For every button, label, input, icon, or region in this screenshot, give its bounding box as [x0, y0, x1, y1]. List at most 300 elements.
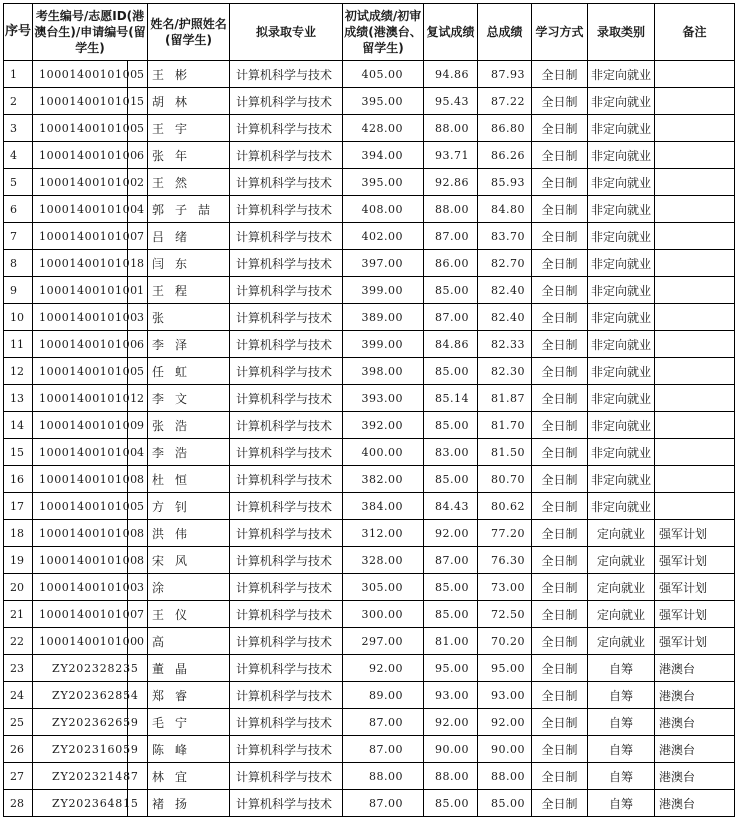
- cell-admission-type: 自筹: [588, 736, 655, 763]
- cell-id: 1000140010100: [33, 547, 128, 574]
- cell-total-score: 73.00: [478, 574, 532, 601]
- cell-total-score: 80.62: [478, 493, 532, 520]
- cell-major: 计算机科学与技术: [230, 790, 343, 817]
- cell-id: 1000140010100: [33, 574, 128, 601]
- cell-retest-score: 84.43: [424, 493, 478, 520]
- cell-major: 计算机科学与技术: [230, 439, 343, 466]
- cell-name: 王彬: [148, 61, 230, 88]
- cell-id-suffix: 5: [128, 115, 148, 142]
- cell-study-mode: 全日制: [532, 628, 588, 655]
- cell-first-score: 305.00: [343, 574, 424, 601]
- cell-retest-score: 85.00: [424, 601, 478, 628]
- cell-total-score: 82.70: [478, 250, 532, 277]
- cell-remarks: [655, 142, 735, 169]
- cell-remarks: 强军计划: [655, 547, 735, 574]
- cell-id: 1000140010100: [33, 466, 128, 493]
- cell-id-suffix: 0: [128, 628, 148, 655]
- cell-first-score: 384.00: [343, 493, 424, 520]
- cell-name: 闫东: [148, 250, 230, 277]
- cell-name: 张: [148, 304, 230, 331]
- cell-index: 28: [4, 790, 33, 817]
- table-row: [4, 628, 735, 655]
- cell-major: 计算机科学与技术: [230, 736, 343, 763]
- cell-admission-type: 非定向就业: [588, 61, 655, 88]
- cell-remarks: [655, 277, 735, 304]
- cell-id: 1000140010100: [33, 304, 128, 331]
- cell-index: 19: [4, 547, 33, 574]
- cell-study-mode: 全日制: [532, 385, 588, 412]
- cell-name: 高: [148, 628, 230, 655]
- cell-first-score: 399.00: [343, 277, 424, 304]
- cell-study-mode: 全日制: [532, 709, 588, 736]
- cell-major: 计算机科学与技术: [230, 88, 343, 115]
- cell-first-score: 395.00: [343, 169, 424, 196]
- cell-retest-score: 85.00: [424, 358, 478, 385]
- cell-admission-type: 非定向就业: [588, 115, 655, 142]
- cell-admission-type: 非定向就业: [588, 250, 655, 277]
- cell-remarks: [655, 439, 735, 466]
- cell-name: 褚扬: [148, 790, 230, 817]
- cell-study-mode: 全日制: [532, 331, 588, 358]
- cell-index: 1: [4, 61, 33, 88]
- table-row: [4, 61, 735, 88]
- cell-major: 计算机科学与技术: [230, 547, 343, 574]
- cell-id: ZY202316059: [33, 736, 128, 763]
- cell-study-mode: 全日制: [532, 304, 588, 331]
- cell-first-score: 398.00: [343, 358, 424, 385]
- header-index: 序号: [4, 4, 33, 61]
- cell-major: 计算机科学与技术: [230, 493, 343, 520]
- cell-remarks: 强军计划: [655, 574, 735, 601]
- cell-id-suffix: 2: [128, 385, 148, 412]
- cell-index: 6: [4, 196, 33, 223]
- cell-name: 王然: [148, 169, 230, 196]
- table-row: [4, 115, 735, 142]
- header-total-score: 总成绩: [478, 4, 532, 61]
- table-row: [4, 709, 735, 736]
- cell-total-score: 76.30: [478, 547, 532, 574]
- cell-index: 13: [4, 385, 33, 412]
- cell-major: 计算机科学与技术: [230, 142, 343, 169]
- cell-id: ZY202362854: [33, 682, 128, 709]
- cell-admission-type: 非定向就业: [588, 493, 655, 520]
- cell-name: 胡林: [148, 88, 230, 115]
- cell-name: 林宜: [148, 763, 230, 790]
- cell-major: 计算机科学与技术: [230, 709, 343, 736]
- cell-remarks: [655, 169, 735, 196]
- cell-retest-score: 86.00: [424, 250, 478, 277]
- cell-admission-type: 定向就业: [588, 520, 655, 547]
- cell-name: 王程: [148, 277, 230, 304]
- cell-first-score: 300.00: [343, 601, 424, 628]
- table-row: [4, 682, 735, 709]
- cell-major: 计算机科学与技术: [230, 358, 343, 385]
- cell-major: 计算机科学与技术: [230, 277, 343, 304]
- cell-study-mode: 全日制: [532, 277, 588, 304]
- cell-total-score: 81.50: [478, 439, 532, 466]
- cell-index: 7: [4, 223, 33, 250]
- cell-index: 3: [4, 115, 33, 142]
- cell-study-mode: 全日制: [532, 790, 588, 817]
- cell-admission-type: 定向就业: [588, 547, 655, 574]
- table-row: [4, 439, 735, 466]
- cell-major: 计算机科学与技术: [230, 61, 343, 88]
- cell-index: 24: [4, 682, 33, 709]
- table-row: [4, 574, 735, 601]
- cell-retest-score: 85.14: [424, 385, 478, 412]
- cell-remarks: [655, 196, 735, 223]
- cell-id-suffix: 9: [128, 412, 148, 439]
- cell-index: 10: [4, 304, 33, 331]
- cell-total-score: 86.26: [478, 142, 532, 169]
- cell-index: 22: [4, 628, 33, 655]
- cell-total-score: 95.00: [478, 655, 532, 682]
- cell-index: 21: [4, 601, 33, 628]
- cell-total-score: 72.50: [478, 601, 532, 628]
- cell-total-score: 81.87: [478, 385, 532, 412]
- cell-admission-type: 非定向就业: [588, 277, 655, 304]
- cell-total-score: 87.22: [478, 88, 532, 115]
- cell-admission-type: 非定向就业: [588, 169, 655, 196]
- cell-admission-type: 非定向就业: [588, 412, 655, 439]
- cell-retest-score: 83.00: [424, 439, 478, 466]
- cell-id-suffix: 3: [128, 574, 148, 601]
- cell-study-mode: 全日制: [532, 547, 588, 574]
- cell-major: 计算机科学与技术: [230, 331, 343, 358]
- cell-index: 16: [4, 466, 33, 493]
- cell-admission-type: 非定向就业: [588, 385, 655, 412]
- cell-study-mode: 全日制: [532, 223, 588, 250]
- header-id: 考生编号/志愿ID(港澳台生)/申请编号(留学生): [33, 4, 148, 61]
- cell-retest-score: 92.00: [424, 709, 478, 736]
- cell-total-score: 92.00: [478, 709, 532, 736]
- cell-name: 陈峰: [148, 736, 230, 763]
- cell-id-suffix: 5: [128, 358, 148, 385]
- cell-id: 1000140010100: [33, 601, 128, 628]
- cell-major: 计算机科学与技术: [230, 628, 343, 655]
- cell-major: 计算机科学与技术: [230, 763, 343, 790]
- cell-name: 李泽: [148, 331, 230, 358]
- cell-index: 25: [4, 709, 33, 736]
- cell-remarks: 港澳台: [655, 763, 735, 790]
- table-row: [4, 169, 735, 196]
- cell-index: 8: [4, 250, 33, 277]
- cell-first-score: 88.00: [343, 763, 424, 790]
- cell-remarks: [655, 115, 735, 142]
- table-header: [4, 4, 735, 61]
- cell-id: 1000140010100: [33, 115, 128, 142]
- cell-first-score: 87.00: [343, 709, 424, 736]
- cell-first-score: 400.00: [343, 439, 424, 466]
- cell-retest-score: 88.00: [424, 196, 478, 223]
- cell-total-score: 90.00: [478, 736, 532, 763]
- cell-id: 1000140010100: [33, 520, 128, 547]
- cell-study-mode: 全日制: [532, 466, 588, 493]
- cell-total-score: 87.93: [478, 61, 532, 88]
- table-row: [4, 655, 735, 682]
- cell-remarks: 港澳台: [655, 790, 735, 817]
- header-major: 拟录取专业: [230, 4, 343, 61]
- cell-major: 计算机科学与技术: [230, 655, 343, 682]
- cell-major: 计算机科学与技术: [230, 385, 343, 412]
- cell-index: 5: [4, 169, 33, 196]
- cell-retest-score: 88.00: [424, 763, 478, 790]
- cell-first-score: 395.00: [343, 88, 424, 115]
- cell-id: 1000140010101: [33, 88, 128, 115]
- cell-first-score: 92.00: [343, 655, 424, 682]
- cell-first-score: 393.00: [343, 385, 424, 412]
- cell-major: 计算机科学与技术: [230, 169, 343, 196]
- cell-id-suffix: 6: [128, 331, 148, 358]
- cell-id-suffix: 6: [128, 142, 148, 169]
- cell-total-score: 82.33: [478, 331, 532, 358]
- cell-first-score: 389.00: [343, 304, 424, 331]
- cell-remarks: 强军计划: [655, 520, 735, 547]
- cell-name: 方钊: [148, 493, 230, 520]
- table-row: [4, 520, 735, 547]
- cell-retest-score: 88.00: [424, 115, 478, 142]
- cell-first-score: 428.00: [343, 115, 424, 142]
- cell-id: ZY202362659: [33, 709, 128, 736]
- cell-remarks: [655, 88, 735, 115]
- cell-id-suffix: 1: [128, 277, 148, 304]
- cell-index: 11: [4, 331, 33, 358]
- cell-name: 张浩: [148, 412, 230, 439]
- table-row: [4, 88, 735, 115]
- cell-name: 任虹: [148, 358, 230, 385]
- cell-first-score: 328.00: [343, 547, 424, 574]
- cell-total-score: 80.70: [478, 466, 532, 493]
- cell-total-score: 88.00: [478, 763, 532, 790]
- cell-index: 15: [4, 439, 33, 466]
- table-row: [4, 790, 735, 817]
- cell-id: 1000140010100: [33, 223, 128, 250]
- cell-study-mode: 全日制: [532, 412, 588, 439]
- cell-admission-type: 非定向就业: [588, 142, 655, 169]
- table-row: [4, 412, 735, 439]
- cell-id: ZY202328235: [33, 655, 128, 682]
- cell-name: 李浩: [148, 439, 230, 466]
- cell-id: 1000140010100: [33, 412, 128, 439]
- cell-admission-type: 非定向就业: [588, 331, 655, 358]
- header-retest-score: 复试成绩: [424, 4, 478, 61]
- table-row: [4, 331, 735, 358]
- cell-name: 李文: [148, 385, 230, 412]
- cell-retest-score: 85.00: [424, 790, 478, 817]
- cell-index: 9: [4, 277, 33, 304]
- cell-index: 17: [4, 493, 33, 520]
- cell-study-mode: 全日制: [532, 169, 588, 196]
- cell-admission-type: 非定向就业: [588, 223, 655, 250]
- table-row: [4, 763, 735, 790]
- cell-retest-score: 85.00: [424, 412, 478, 439]
- table-row: [4, 223, 735, 250]
- cell-admission-type: 非定向就业: [588, 88, 655, 115]
- cell-remarks: 强军计划: [655, 601, 735, 628]
- cell-total-score: 93.00: [478, 682, 532, 709]
- cell-remarks: [655, 223, 735, 250]
- cell-total-score: 77.20: [478, 520, 532, 547]
- cell-first-score: 312.00: [343, 520, 424, 547]
- cell-admission-type: 自筹: [588, 763, 655, 790]
- cell-remarks: [655, 466, 735, 493]
- cell-remarks: [655, 331, 735, 358]
- cell-first-score: 405.00: [343, 61, 424, 88]
- cell-admission-type: 自筹: [588, 682, 655, 709]
- cell-id: 1000140010101: [33, 385, 128, 412]
- cell-id-suffix: 4: [128, 439, 148, 466]
- cell-total-score: 70.20: [478, 628, 532, 655]
- cell-admission-type: 非定向就业: [588, 304, 655, 331]
- cell-study-mode: 全日制: [532, 61, 588, 88]
- cell-retest-score: 85.00: [424, 277, 478, 304]
- cell-study-mode: 全日制: [532, 763, 588, 790]
- cell-retest-score: 87.00: [424, 223, 478, 250]
- header-remarks: 备注: [655, 4, 735, 61]
- table-row: [4, 385, 735, 412]
- cell-remarks: 港澳台: [655, 709, 735, 736]
- cell-id: ZY202321487: [33, 763, 128, 790]
- cell-index: 2: [4, 88, 33, 115]
- cell-major: 计算机科学与技术: [230, 115, 343, 142]
- table-row: [4, 142, 735, 169]
- cell-admission-type: 自筹: [588, 655, 655, 682]
- cell-id: 1000140010100: [33, 142, 128, 169]
- cell-remarks: 港澳台: [655, 655, 735, 682]
- cell-id-suffix: 2: [128, 169, 148, 196]
- cell-id-suffix: 8: [128, 520, 148, 547]
- table-row: [4, 304, 735, 331]
- cell-retest-score: 92.00: [424, 520, 478, 547]
- cell-admission-type: 非定向就业: [588, 358, 655, 385]
- cell-id: 1000140010100: [33, 439, 128, 466]
- cell-major: 计算机科学与技术: [230, 520, 343, 547]
- cell-major: 计算机科学与技术: [230, 682, 343, 709]
- cell-first-score: 392.00: [343, 412, 424, 439]
- cell-total-score: 82.40: [478, 304, 532, 331]
- cell-remarks: 港澳台: [655, 682, 735, 709]
- table-row: [4, 601, 735, 628]
- cell-total-score: 85.00: [478, 790, 532, 817]
- cell-name: 洪伟: [148, 520, 230, 547]
- cell-remarks: [655, 250, 735, 277]
- cell-retest-score: 92.86: [424, 169, 478, 196]
- table-body: [4, 61, 735, 817]
- cell-index: 20: [4, 574, 33, 601]
- cell-first-score: 297.00: [343, 628, 424, 655]
- cell-major: 计算机科学与技术: [230, 223, 343, 250]
- cell-remarks: [655, 493, 735, 520]
- cell-retest-score: 90.00: [424, 736, 478, 763]
- cell-admission-type: 自筹: [588, 790, 655, 817]
- cell-study-mode: 全日制: [532, 115, 588, 142]
- cell-id: 1000140010100: [33, 196, 128, 223]
- cell-id-suffix: 8: [128, 466, 148, 493]
- cell-major: 计算机科学与技术: [230, 304, 343, 331]
- header-study-mode: 学习方式: [532, 4, 588, 61]
- cell-admission-type: 非定向就业: [588, 466, 655, 493]
- cell-study-mode: 全日制: [532, 520, 588, 547]
- cell-index: 18: [4, 520, 33, 547]
- cell-name: 吕绪: [148, 223, 230, 250]
- cell-total-score: 81.70: [478, 412, 532, 439]
- cell-first-score: 402.00: [343, 223, 424, 250]
- cell-remarks: [655, 61, 735, 88]
- cell-remarks: [655, 304, 735, 331]
- table-row: [4, 277, 735, 304]
- cell-name: 董晶: [148, 655, 230, 682]
- cell-major: 计算机科学与技术: [230, 196, 343, 223]
- cell-index: 27: [4, 763, 33, 790]
- table-row: [4, 736, 735, 763]
- cell-major: 计算机科学与技术: [230, 466, 343, 493]
- cell-retest-score: 93.71: [424, 142, 478, 169]
- cell-id-suffix: 7: [128, 223, 148, 250]
- cell-study-mode: 全日制: [532, 736, 588, 763]
- cell-major: 计算机科学与技术: [230, 574, 343, 601]
- cell-study-mode: 全日制: [532, 655, 588, 682]
- cell-remarks: 强军计划: [655, 628, 735, 655]
- cell-id: 1000140010100: [33, 169, 128, 196]
- cell-retest-score: 81.00: [424, 628, 478, 655]
- cell-name: 涂: [148, 574, 230, 601]
- table-row: [4, 196, 735, 223]
- header-first-score: 初试成绩/初审成绩(港澳台、留学生): [343, 4, 424, 61]
- cell-study-mode: 全日制: [532, 142, 588, 169]
- cell-id: 1000140010100: [33, 493, 128, 520]
- cell-retest-score: 94.86: [424, 61, 478, 88]
- cell-study-mode: 全日制: [532, 493, 588, 520]
- cell-major: 计算机科学与技术: [230, 601, 343, 628]
- table-row: [4, 466, 735, 493]
- cell-index: 23: [4, 655, 33, 682]
- cell-remarks: [655, 358, 735, 385]
- cell-first-score: 87.00: [343, 790, 424, 817]
- cell-retest-score: 93.00: [424, 682, 478, 709]
- cell-id-suffix: 7: [128, 601, 148, 628]
- cell-admission-type: 非定向就业: [588, 439, 655, 466]
- cell-name: 王仪: [148, 601, 230, 628]
- cell-major: 计算机科学与技术: [230, 250, 343, 277]
- cell-study-mode: 全日制: [532, 439, 588, 466]
- cell-id: 1000140010100: [33, 358, 128, 385]
- cell-admission-type: 非定向就业: [588, 196, 655, 223]
- cell-name: 郑睿: [148, 682, 230, 709]
- cell-study-mode: 全日制: [532, 574, 588, 601]
- cell-id-suffix: 8: [128, 547, 148, 574]
- cell-id-suffix: 5: [128, 493, 148, 520]
- cell-name: 郭子喆: [148, 196, 230, 223]
- cell-first-score: 89.00: [343, 682, 424, 709]
- table-row: [4, 493, 735, 520]
- cell-id: 1000140010100: [33, 331, 128, 358]
- cell-first-score: 408.00: [343, 196, 424, 223]
- cell-index: 12: [4, 358, 33, 385]
- cell-study-mode: 全日制: [532, 250, 588, 277]
- cell-remarks: [655, 412, 735, 439]
- cell-study-mode: 全日制: [532, 601, 588, 628]
- cell-admission-type: 定向就业: [588, 601, 655, 628]
- cell-retest-score: 84.86: [424, 331, 478, 358]
- table-row: [4, 547, 735, 574]
- cell-id: 1000140010100: [33, 628, 128, 655]
- cell-id-suffix: 4: [128, 196, 148, 223]
- cell-retest-score: 85.00: [424, 466, 478, 493]
- cell-total-score: 84.80: [478, 196, 532, 223]
- cell-id: 1000140010100: [33, 61, 128, 88]
- cell-first-score: 382.00: [343, 466, 424, 493]
- cell-name: 宋风: [148, 547, 230, 574]
